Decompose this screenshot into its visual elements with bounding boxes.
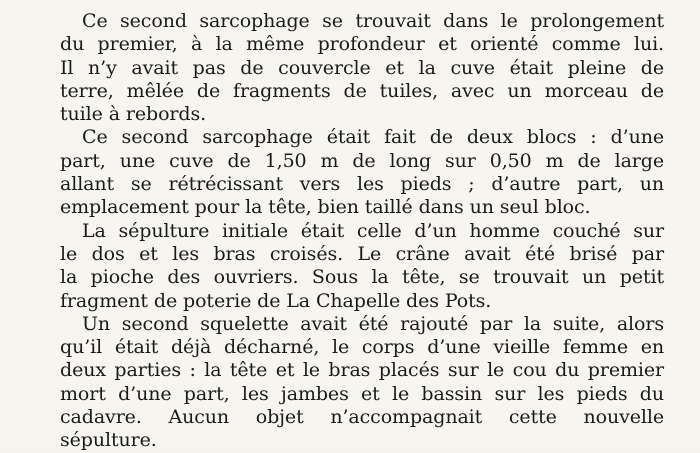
- text-line: fragment de poterie de La Chapelle des Pots.: [60, 289, 492, 312]
- paragraph-1: [60, 10, 664, 126]
- text-line: terre, mêlée de fragments de tuiles, avec un morceau de: [60, 79, 664, 102]
- paragraph-3: [60, 220, 664, 313]
- text-line: tuile à rebords.: [60, 103, 207, 126]
- text-line: part, une cuve de 1,50 m de long sur 0,50 m de large: [60, 149, 664, 172]
- text-line: Un second squelette avait été rajouté par la suite, alors: [82, 312, 664, 335]
- text-line: Ce second sarcophage se trouvait dans le prolongement: [82, 10, 664, 32]
- text-line: mort d’une part, les jambes et le bassin sur les pieds du: [60, 382, 664, 405]
- text-line: Il n’y avait pas de couvercle et la cuve était pleine de: [60, 56, 664, 79]
- body-text: [60, 10, 664, 453]
- text-line: emplacement pour la tête, bien taillé dans un seul bloc.: [60, 196, 591, 219]
- text-line: allant se rétrécissant vers les pieds ; d’autre part, un: [60, 173, 664, 196]
- text-line: sépulture.: [60, 429, 157, 452]
- text-line: La sépulture initiale était celle d’un homme couché sur: [82, 219, 664, 242]
- text-line: qu’il était déjà décharné, le corps d’une vieille femme en: [60, 336, 664, 359]
- text-line: deux parties : la tête et le bras placés sur le cou du premier: [60, 359, 664, 382]
- paragraph-2: [60, 126, 664, 219]
- text-line: du premier, à la même profondeur et orienté comme lui.: [60, 33, 664, 56]
- text-line: Ce second sarcophage était fait de deux blocs : d’une: [82, 126, 664, 149]
- paragraph-4: [60, 313, 664, 453]
- text-line: la pioche des ouvriers. Sous la tête, se trouvait un petit: [60, 266, 664, 289]
- text-line: le dos et les bras croisés. Le crâne avait été brisé par: [60, 242, 664, 265]
- text-line: cadavre. Aucun objet n’accompagnait cette nouvelle: [60, 406, 664, 429]
